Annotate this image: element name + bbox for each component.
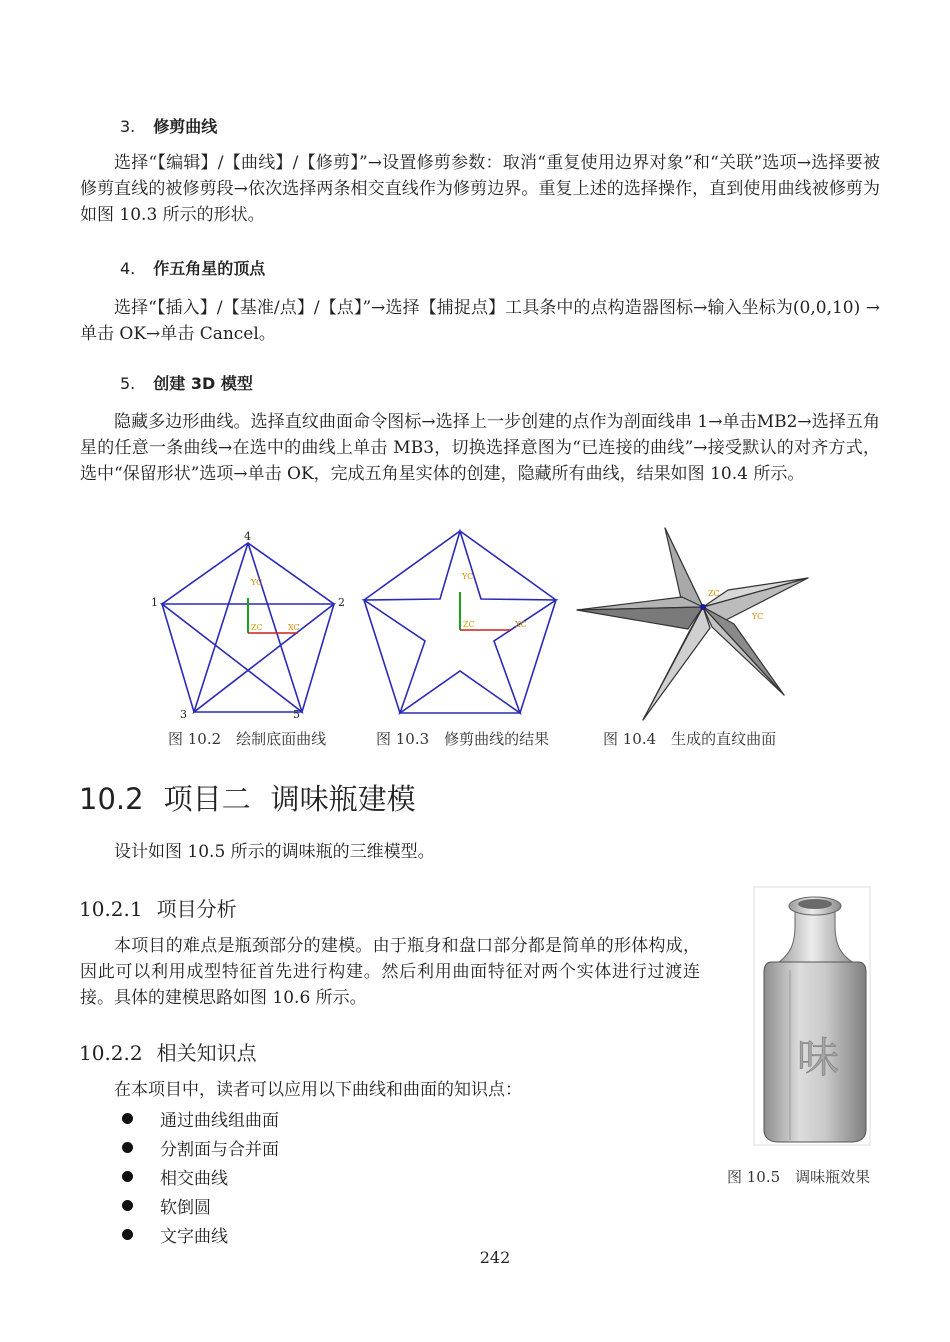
zc-label: ZC — [251, 623, 263, 632]
paragraph-sec4: 选择“【插入】/【基准/点】/【点】”→选择【捕捉点】工具条中的点构造器图标→输入坐标为(0,0,10) →单击 OK→单击 Cancel。 — [80, 298, 880, 344]
figure-3d-star — [570, 522, 815, 722]
subheading-title: 相关知识点 — [156, 1041, 257, 1065]
subheading-number: 10.2.1 — [79, 897, 143, 921]
list-item-text: 软倒圆 — [160, 1198, 211, 1218]
paragraph-10-2-1: 本项目的难点是瓶颈部分的建模。由于瓶身和盘口部分都是简单的形体构成，因此可以利用成型特征首先进行构建。然后利用曲面特征对两个实体进行过渡连接。具体的建模思路如图 10.6 所示。 — [80, 936, 700, 1008]
list-item — [120, 1133, 279, 1162]
list-item — [120, 1220, 279, 1249]
list-item-text: 通过曲线组曲面 — [160, 1111, 279, 1131]
subheading-title: 项目分析 — [156, 897, 237, 921]
list-item — [120, 1191, 279, 1220]
zc-label: ZC — [708, 589, 720, 598]
heading-title: 创建 3D 模型 — [153, 374, 253, 393]
list-item — [120, 1104, 279, 1133]
caption-fig-10-5: 图 10.5 调味瓶效果 — [727, 1168, 871, 1186]
figure-pentagon-curves — [145, 528, 350, 723]
bullet-icon — [122, 1229, 133, 1240]
list-item-text: 相交曲线 — [160, 1169, 228, 1189]
paragraph-sec5: 隐藏多边形曲线。选择直纹曲面命令图标→选择上一步创建的点作为剖面线串 1→单击MB2→选择五角星的任意一条曲线→在选中的曲线上单击 MB3，切换选择意图为“已连接的曲线”→接受默认的对齐方式，选中“保留形状”选项→单击 OK，完成五角星实体的创建，隐藏所有曲线，结果如图 10.4 所示。 — [80, 412, 880, 484]
subheading-number: 10.2.2 — [79, 1041, 143, 1065]
xc-label: XC — [515, 620, 527, 629]
paragraph-sec3: 选择“【编辑】/【曲线】/【修剪】”→设置修剪参数：取消“重复使用边界对象”和“关联”选项→选择要被修剪直线的被修剪段→依次选择两条相交直线作为修剪边界。重复上述的选择操作，直到使用曲线被修剪为如图 10.3 所示的形状。 — [80, 153, 880, 225]
vertex-label-5: 5 — [293, 708, 300, 721]
vertex-label-1: 1 — [151, 596, 158, 609]
subheading-10-2-1 — [79, 893, 251, 922]
heading-sec4 — [120, 256, 265, 279]
list-item-text: 分割面与合并面 — [160, 1140, 279, 1160]
paragraph-10-2-2-intro: 在本项目中，读者可以应用以下曲线和曲面的知识点： — [114, 1080, 522, 1100]
vertex-label-4: 4 — [244, 530, 251, 543]
heading-number: 5. — [120, 374, 136, 393]
heading-number: 4. — [120, 259, 136, 278]
subheading-10-2-2 — [79, 1037, 271, 1066]
heading-title: 修剪曲线 — [153, 117, 218, 136]
chapter-intro: 设计如图 10.5 所示的调味瓶的三维模型。 — [114, 842, 435, 862]
knowledge-list — [120, 1104, 279, 1249]
xc-label: XC — [288, 623, 300, 632]
chapter-title-2: 调味瓶建模 — [270, 782, 416, 816]
vertex-label-2: 2 — [338, 596, 345, 609]
heading-title: 作五角星的顶点 — [153, 259, 266, 278]
heading-sec3 — [120, 114, 217, 137]
vertex-label-3: 3 — [180, 708, 187, 721]
caption-fig-10-3: 图 10.3 修剪曲线的结果 — [376, 730, 550, 748]
bullet-icon — [122, 1142, 133, 1153]
caption-fig-10-2: 图 10.2 绘制底面曲线 — [168, 730, 327, 748]
apex-point — [700, 604, 706, 610]
figure-bottle — [752, 885, 872, 1147]
chapter-title-1: 项目二 — [163, 782, 251, 816]
figure-trimmed-star — [355, 525, 565, 720]
heading-number: 3. — [120, 117, 136, 136]
chapter-number: 10.2 — [79, 782, 144, 816]
yc-label: YC — [752, 612, 764, 621]
bullet-icon — [122, 1171, 133, 1182]
bottle-embossed-glyph: 味 — [796, 1033, 840, 1082]
list-item — [120, 1162, 279, 1191]
yc-label: YC — [462, 572, 474, 581]
page-number: 242 — [479, 1248, 511, 1267]
heading-sec5 — [120, 371, 253, 394]
chapter-heading — [79, 777, 436, 818]
bullet-icon — [122, 1113, 133, 1124]
zc-label: ZC — [463, 620, 475, 629]
bottle-neck — [775, 912, 857, 965]
yc-label: YC — [251, 578, 263, 587]
list-item-text: 文字曲线 — [160, 1227, 228, 1247]
bullet-icon — [122, 1200, 133, 1211]
caption-fig-10-4: 图 10.4 生成的直纹曲面 — [603, 730, 777, 748]
bottle-mouth — [798, 899, 832, 909]
